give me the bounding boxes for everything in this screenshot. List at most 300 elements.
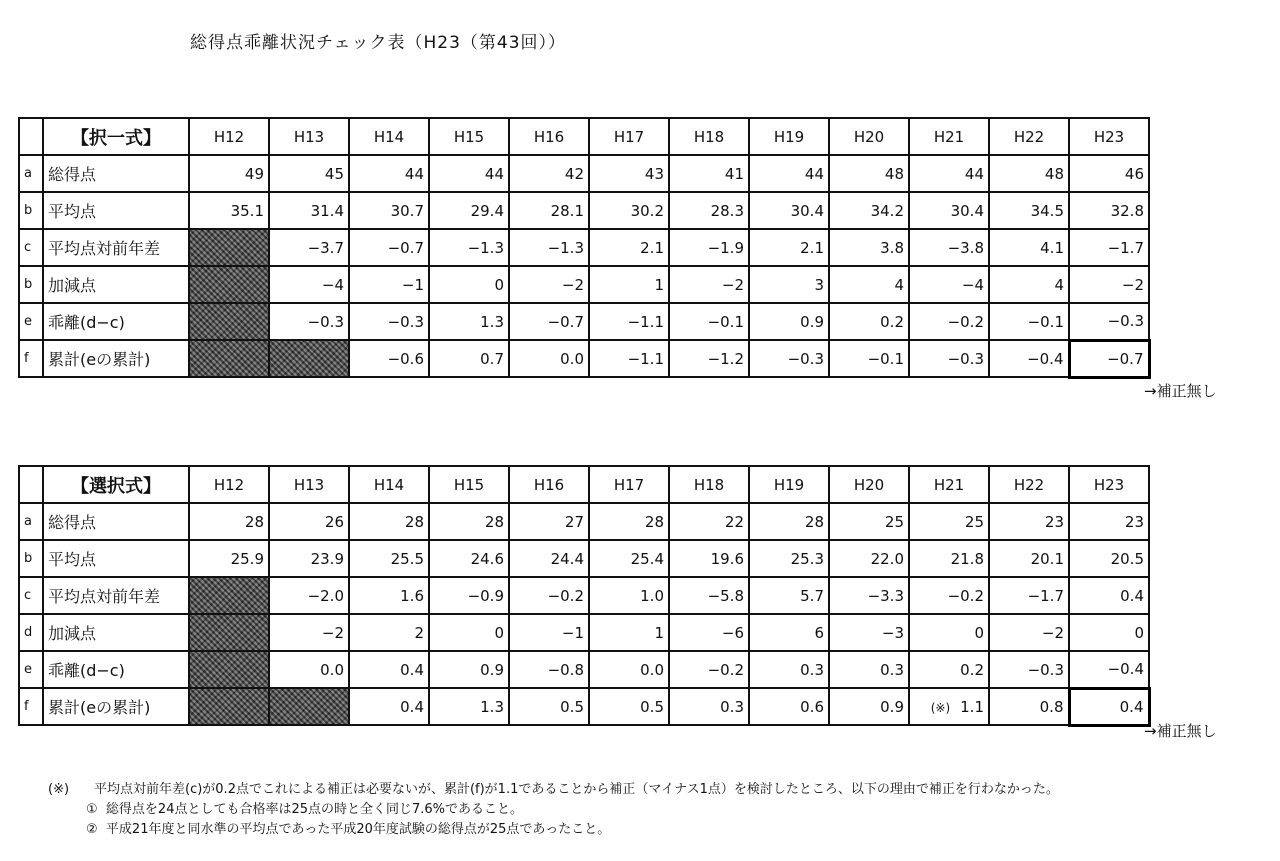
value-text: −0.3: [307, 312, 344, 331]
value-cell: [269, 503, 349, 540]
value-text: 0.3: [720, 697, 744, 716]
value-cell: [349, 540, 429, 577]
value-text: 4: [1054, 275, 1064, 294]
value-text: 30.7: [390, 201, 424, 220]
value-text: 25: [884, 512, 904, 531]
value-cell: [349, 688, 429, 725]
value-cell: [989, 192, 1069, 229]
table-row: [19, 540, 1149, 577]
year-header: H23: [1069, 118, 1149, 155]
value-text: 25: [964, 512, 984, 531]
value-text: −2.0: [307, 586, 344, 605]
header-row: [19, 118, 1149, 155]
value-cell: [749, 688, 829, 725]
year-header: H12: [189, 118, 269, 155]
value-text: 3.8: [880, 238, 904, 257]
value-cell: [829, 303, 909, 340]
value-text: 2.1: [800, 238, 824, 257]
value-text: −0.2: [947, 312, 984, 331]
value-cell: [909, 266, 989, 303]
year-header: H20: [829, 118, 909, 155]
value-cell: [429, 503, 509, 540]
table-row: [19, 340, 1149, 377]
value-text: 27: [564, 512, 584, 531]
value-text: 0.2: [960, 660, 984, 679]
value-text: 28: [404, 512, 424, 531]
value-cell: [749, 540, 829, 577]
year-header: H18: [669, 466, 749, 503]
value-cell: [429, 651, 509, 688]
table-row: [19, 503, 1149, 540]
value-cell: [349, 577, 429, 614]
value-text: 0.6: [800, 697, 824, 716]
value-cell: [269, 540, 349, 577]
footnotes: [48, 780, 1059, 840]
value-text: −1.3: [547, 238, 584, 257]
value-cell: [989, 614, 1069, 651]
value-text: −2: [721, 275, 744, 294]
value-cell: [829, 614, 909, 651]
footnote-main: [48, 780, 1059, 800]
shaded-cell: [189, 577, 269, 614]
value-text: −1.1: [627, 349, 664, 368]
value-cell: [509, 303, 589, 340]
value-cell: [429, 192, 509, 229]
value-cell: [589, 503, 669, 540]
year-header: H20: [829, 466, 909, 503]
value-text: −0.7: [547, 312, 584, 331]
value-cell: [1069, 192, 1149, 229]
value-cell: [509, 688, 589, 725]
selection-table: [18, 465, 1151, 727]
value-text: 0.9: [880, 697, 904, 716]
value-cell: [589, 614, 669, 651]
value-cell: [909, 192, 989, 229]
value-text: 21.8: [950, 549, 984, 568]
value-cell: [749, 503, 829, 540]
value-text: 22: [724, 512, 744, 531]
footnote-mark: (※): [48, 782, 70, 797]
value-text: 0.4: [1120, 586, 1144, 605]
value-text: −1.1: [627, 312, 664, 331]
value-cell: [989, 688, 1069, 725]
value-cell: [429, 266, 509, 303]
row-letter: c: [19, 229, 43, 266]
row-label: 総得点: [43, 503, 189, 540]
value-cell: [829, 229, 909, 266]
value-text: 0.9: [800, 312, 824, 331]
row-letter: f: [19, 688, 43, 725]
value-cell: [669, 688, 749, 725]
page-title: 総得点乖離状況チェック表（H23（第43回））: [190, 33, 567, 53]
inline-note-mark: (※): [930, 700, 951, 715]
value-cell: [669, 577, 749, 614]
value-cell: [589, 229, 669, 266]
row-label: 乖離(d−c): [43, 651, 189, 688]
value-text: 26: [324, 512, 344, 531]
value-text: −4: [961, 275, 984, 294]
row-letter: f: [19, 340, 43, 377]
value-text: 20.1: [1030, 549, 1064, 568]
row-letter: a: [19, 503, 43, 540]
value-cell: [269, 303, 349, 340]
value-text: −0.2: [947, 586, 984, 605]
value-text: 34.2: [870, 201, 904, 220]
row-label: 平均点: [43, 192, 189, 229]
value-cell: [589, 577, 669, 614]
value-text: 0: [974, 623, 984, 642]
value-text: 0.0: [560, 349, 584, 368]
year-header: H15: [429, 466, 509, 503]
value-cell: [589, 651, 669, 688]
value-cell: [429, 303, 509, 340]
footnote-item-text: 総得点を24点としても合格率は25点の時と全く同じ7.6%であること。: [105, 802, 524, 817]
value-text: −3.3: [867, 586, 904, 605]
value-text: 0.4: [400, 660, 424, 679]
row-label: 加減点: [43, 614, 189, 651]
value-cell: [509, 651, 589, 688]
value-cell: [349, 155, 429, 192]
value-text: −0.1: [1027, 312, 1064, 331]
footnote-item-text: 平成21年度と同水準の平均点であった平成20年度試験の総得点が25点であったこと。: [105, 822, 611, 837]
year-header: H12: [189, 466, 269, 503]
value-text: 0.4: [1119, 697, 1144, 716]
value-text: −1.7: [1107, 238, 1144, 257]
value-text: −1.2: [707, 349, 744, 368]
value-cell: [349, 340, 429, 377]
value-text: −1: [401, 275, 424, 294]
value-text: −0.6: [387, 349, 424, 368]
year-header: H19: [749, 118, 829, 155]
shaded-cell: [189, 303, 269, 340]
value-text: 0: [494, 275, 504, 294]
value-text: −1.7: [1027, 586, 1064, 605]
value-text: 23.9: [310, 549, 344, 568]
value-cell: [509, 614, 589, 651]
value-cell: [989, 540, 1069, 577]
value-cell: [349, 503, 429, 540]
blank-cell: [19, 118, 43, 155]
value-text: −0.1: [707, 312, 744, 331]
value-text: 31.4: [310, 201, 344, 220]
value-text: −0.9: [467, 586, 504, 605]
value-text: 35.1: [230, 201, 264, 220]
row-letter: e: [19, 651, 43, 688]
year-header: H16: [509, 118, 589, 155]
value-text: −3.8: [947, 238, 984, 257]
value-text: 0.3: [800, 660, 824, 679]
value-cell: [909, 614, 989, 651]
value-text: 0.3: [880, 660, 904, 679]
value-text: 30.2: [630, 201, 664, 220]
table-row: [19, 651, 1149, 688]
value-text: 19.6: [710, 549, 744, 568]
table-row: [19, 614, 1149, 651]
value-cell: [429, 155, 509, 192]
value-cell: [1069, 229, 1149, 266]
value-cell: [429, 229, 509, 266]
value-text: 43: [644, 164, 664, 183]
value-cell: [989, 340, 1069, 377]
year-header: H22: [989, 466, 1069, 503]
value-cell: [749, 155, 829, 192]
value-cell: [269, 651, 349, 688]
value-text: 0.5: [640, 697, 664, 716]
value-text: −4: [321, 275, 344, 294]
value-cell: [349, 192, 429, 229]
value-cell: [189, 540, 269, 577]
value-text: 24.4: [550, 549, 584, 568]
value-cell: [589, 266, 669, 303]
table-row: [19, 577, 1149, 614]
value-cell: [269, 614, 349, 651]
value-cell: [989, 577, 1069, 614]
row-label: 総得点: [43, 155, 189, 192]
value-text: 2.1: [640, 238, 664, 257]
year-header: H22: [989, 118, 1069, 155]
value-text: −6: [721, 623, 744, 642]
value-text: −0.4: [1107, 660, 1144, 679]
value-text: 0: [1134, 623, 1144, 642]
value-text: 0.5: [560, 697, 584, 716]
value-text: 0.7: [480, 349, 504, 368]
table-row: [19, 303, 1149, 340]
year-header: H21: [909, 118, 989, 155]
value-cell: [989, 303, 1069, 340]
table-header-label: 【選択式】: [43, 466, 189, 503]
value-text: −0.4: [1027, 349, 1064, 368]
row-letter: b: [19, 540, 43, 577]
value-cell: [669, 229, 749, 266]
value-text: 23: [1044, 512, 1064, 531]
value-text: 1: [654, 623, 664, 642]
value-cell: [829, 340, 909, 377]
row-label: 累計(eの累計): [43, 340, 189, 377]
table-row: [19, 192, 1149, 229]
value-text: −0.1: [867, 349, 904, 368]
shaded-cell: [189, 688, 269, 725]
value-cell: [989, 155, 1069, 192]
value-cell: [349, 266, 429, 303]
year-header: H15: [429, 118, 509, 155]
value-cell: [909, 229, 989, 266]
value-cell: [829, 540, 909, 577]
value-cell: [749, 340, 829, 377]
value-cell: [909, 303, 989, 340]
value-text: 28: [644, 512, 664, 531]
value-cell: [349, 229, 429, 266]
value-cell: [989, 503, 1069, 540]
value-text: 44: [404, 164, 424, 183]
row-label: 平均点対前年差: [43, 577, 189, 614]
value-cell: [669, 155, 749, 192]
value-cell: [669, 503, 749, 540]
value-cell: [829, 688, 909, 725]
value-text: −2: [561, 275, 584, 294]
year-header: H23: [1069, 466, 1149, 503]
value-cell: [749, 266, 829, 303]
value-cell: [1069, 503, 1149, 540]
value-cell: [829, 651, 909, 688]
highlighted-cumulative-cell: [1069, 340, 1149, 377]
value-text: 0.0: [640, 660, 664, 679]
value-text: 24.6: [470, 549, 504, 568]
value-cell: [749, 229, 829, 266]
value-text: 0.8: [1039, 697, 1064, 716]
value-text: 28.1: [550, 201, 584, 220]
value-text: 28: [484, 512, 504, 531]
value-text: 45: [324, 164, 344, 183]
value-text: 1.6: [400, 586, 424, 605]
value-cell: [1069, 266, 1149, 303]
value-text: 42: [564, 164, 584, 183]
value-cell: [829, 503, 909, 540]
value-text: −0.2: [707, 660, 744, 679]
value-cell: [509, 192, 589, 229]
value-cell: [589, 192, 669, 229]
value-text: 34.5: [1030, 201, 1064, 220]
blank-cell: [19, 466, 43, 503]
footnote-item-2: [48, 820, 1059, 840]
value-text: −3.7: [307, 238, 344, 257]
value-cell: [749, 614, 829, 651]
value-cell: [429, 577, 509, 614]
value-cell: [749, 192, 829, 229]
value-cell: [509, 503, 589, 540]
value-text: 3: [814, 275, 824, 294]
value-cell: [829, 192, 909, 229]
value-cell: [669, 540, 749, 577]
value-cell: [669, 266, 749, 303]
value-text: 2: [414, 623, 424, 642]
year-header: H14: [349, 466, 429, 503]
value-text: −0.3: [1027, 660, 1064, 679]
value-text: −0.3: [1107, 312, 1144, 331]
shaded-cell: [189, 266, 269, 303]
value-cell: [1069, 155, 1149, 192]
value-text: 0.2: [880, 312, 904, 331]
value-cell: [909, 503, 989, 540]
no-correction-note-2: →補正無し: [1144, 722, 1217, 740]
value-text: 0.9: [480, 660, 504, 679]
value-cell: [749, 577, 829, 614]
value-cell: [189, 192, 269, 229]
value-text: −3: [881, 623, 904, 642]
year-header: H17: [589, 466, 669, 503]
value-text: 30.4: [790, 201, 824, 220]
value-text: 28: [244, 512, 264, 531]
shaded-cell: [189, 651, 269, 688]
value-text: −1: [561, 623, 584, 642]
value-text: 20.5: [1110, 549, 1144, 568]
value-text: 44: [804, 164, 824, 183]
value-text: −0.7: [387, 238, 424, 257]
value-cell: [669, 614, 749, 651]
value-cell: [1069, 577, 1149, 614]
value-cell: [1069, 540, 1149, 577]
value-cell: [349, 651, 429, 688]
value-text: −1.3: [467, 238, 504, 257]
shaded-cell: [269, 688, 349, 725]
value-text: 6: [814, 623, 824, 642]
value-cell: [669, 340, 749, 377]
value-text: 28: [804, 512, 824, 531]
value-cell: [909, 540, 989, 577]
highlighted-cumulative-cell: [1069, 688, 1149, 725]
value-cell: [349, 614, 429, 651]
row-label: 平均点対前年差: [43, 229, 189, 266]
value-cell: [269, 229, 349, 266]
footnote-item-1: [48, 800, 1059, 820]
value-text: 48: [1044, 164, 1064, 183]
value-cell: [829, 266, 909, 303]
value-text: 49: [244, 164, 264, 183]
year-header: H21: [909, 466, 989, 503]
year-header: H14: [349, 118, 429, 155]
value-cell: [1069, 651, 1149, 688]
value-cell: [669, 651, 749, 688]
value-text: −2: [1121, 275, 1144, 294]
value-text: 4.1: [1040, 238, 1064, 257]
value-cell: [509, 340, 589, 377]
value-text: −5.8: [707, 586, 744, 605]
row-letter: e: [19, 303, 43, 340]
value-text: 1.0: [640, 586, 664, 605]
row-letter: d: [19, 614, 43, 651]
value-cell: [989, 229, 1069, 266]
value-text: 28.3: [710, 201, 744, 220]
value-cell: [429, 540, 509, 577]
value-cell: [589, 340, 669, 377]
value-cell: [589, 303, 669, 340]
value-cell: [509, 577, 589, 614]
year-header: H19: [749, 466, 829, 503]
value-cell: [669, 303, 749, 340]
value-text: 0.0: [320, 660, 344, 679]
value-cell: [429, 614, 509, 651]
value-text: 1: [654, 275, 664, 294]
row-letter: c: [19, 577, 43, 614]
value-cell: [829, 577, 909, 614]
row-letter: b: [19, 266, 43, 303]
row-label: 平均点: [43, 540, 189, 577]
value-text: 30.4: [950, 201, 984, 220]
table-header-label: 【択一式】: [43, 118, 189, 155]
value-text: 23: [1124, 512, 1144, 531]
value-cell: [989, 266, 1069, 303]
value-cell: [509, 540, 589, 577]
value-text: 25.5: [390, 549, 424, 568]
value-cell: [349, 303, 429, 340]
value-text: 1.1: [960, 697, 984, 716]
row-letter: a: [19, 155, 43, 192]
footnote-item-num: ①: [86, 802, 98, 817]
value-cell: [509, 155, 589, 192]
value-text: −0.3: [947, 349, 984, 368]
value-cell: [189, 503, 269, 540]
value-text: −0.7: [1107, 349, 1144, 368]
value-cell: [509, 229, 589, 266]
value-cell: [269, 577, 349, 614]
value-cell: [589, 155, 669, 192]
table-row: [19, 155, 1149, 192]
value-cell: [1069, 614, 1149, 651]
row-letter: b: [19, 192, 43, 229]
value-text: −0.3: [387, 312, 424, 331]
value-cell: [909, 651, 989, 688]
value-text: 48: [884, 164, 904, 183]
shaded-cell: [189, 614, 269, 651]
